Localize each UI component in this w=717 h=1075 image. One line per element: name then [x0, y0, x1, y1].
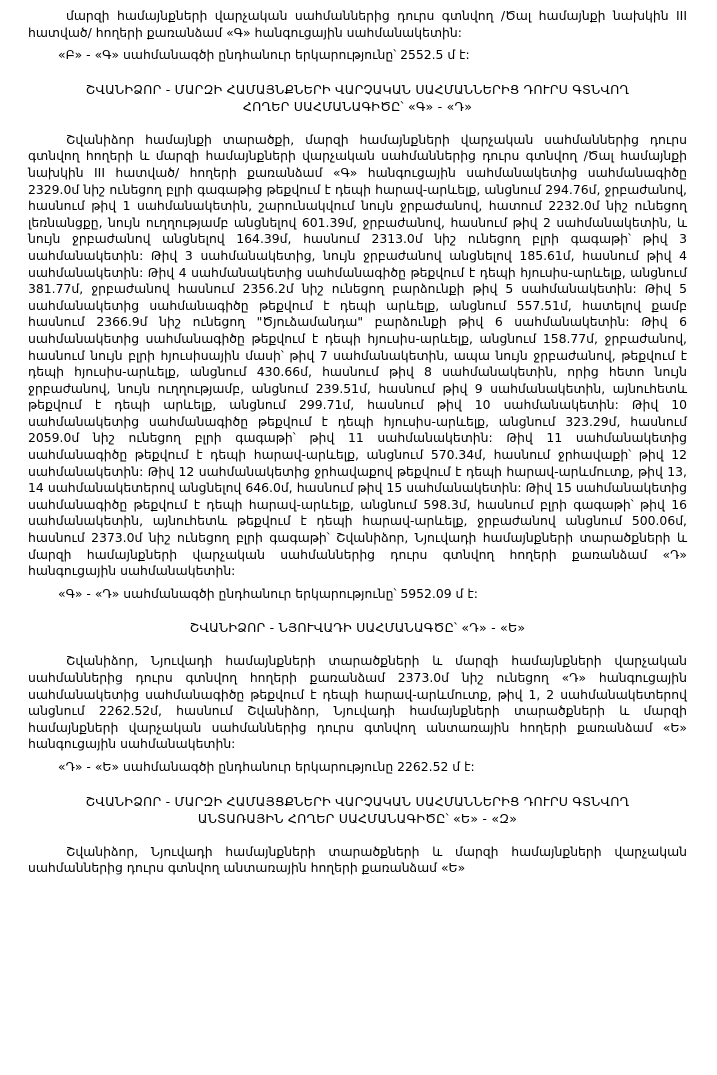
- section-heading-1-line-2: ՀՈՂԵՐ ՍԱՀՄԱՆԱԳԻԾԸ՝ «Գ» - «Դ»: [242, 98, 473, 114]
- paragraph-intro-quote: «Բ» - «Գ» սահմանագծի ընդհանուր երկարությունը՝ 2552.5 մ է:: [58, 47, 470, 63]
- section-heading-2-line-1: ՇՎԱՆԻՁՈՐ - ՆՅՈՒՎԱԴԻ ՍԱՀՄԱՆԱԳԾԸ՝ «Դ» - «Ե»: [189, 620, 526, 636]
- section-heading-3-line-2: ԱՆՏԱՌԱՅԻՆ ՀՈՂԵՐ ՍԱՀՄԱՆԱԳԻԾԸ՝ «Ե» - «Զ»: [197, 810, 518, 826]
- paragraph-section-3-body: Շվանիձոր, Նյուվադի համայնքների տարածքների և մարզի համայնքների վարչական սահմաններից դուրս գտնվող անտառային հողերի քառանձամ «Ե»: [28, 843, 687, 876]
- paragraph-intro: մարզի համայնքների վարչական սահմաններից դուրս գտնվող /Ծալ համայնքի նախկին III հատված/ հողերի քառանձամ «Գ» հանգուցային սահմանակետին:: [28, 8, 687, 40]
- paragraph-section-1-total: «Գ» - «Դ» սահմանագծի ընդհանուր երկարությունը՝ 5952.09 մ է:: [58, 585, 478, 601]
- paragraph-section-2-body: Շվանիձոր, Նյուվադի համայնքների տարածքների և մարզի համայնքների վարչական սահմաններից դուրս գտնվող հողերի քառանձամ 2373.0մ նիշ ունեցող «Դ» հանգուցային սահմանակետից սահմանագիծը թեքվում է դեպի հարավ-արևմուտք, թիվ 1, 2 սահմանակետերով անցնում 2262.52մ, հասնում Շվանիձոր, Նյուվադի համայնքների տարածքների և մարզի համայնքների վարչական սահմաններից դուրս գտնվող անտառային հողերի քառանձամ «Ե» հանգուցային սահմանակետին:: [28, 653, 687, 752]
- section-heading-3-line-1: ՇՎԱՆԻՁՈՐ - ՄԱՐԶԻ ՀԱՄԱՅՑՔՆԵՐԻ ՎԱՐՉԱԿԱՆ ՍԱՀՄԱՆՆԵՐԻՑ ԴՈՒՐՍ ԳՏՆՎՈՂ: [85, 793, 630, 809]
- paragraph-section-2-total: «Դ» - «Ե» սահմանագծի ընդհանուր երկարությունը 2262.52 մ է:: [58, 758, 475, 774]
- section-heading-1-line-1: ՇՎԱՆԻՁՈՐ - ՄԱՐԶԻ ՀԱՄԱՅՆՔՆԵՐԻ ՎԱՐՉԱԿԱՆ ՍԱՀՄԱՆՆԵՐԻՑ ԴՈՒՐՍ ԳՏՆՎՈՂ: [85, 81, 630, 97]
- paragraph-section-1-body: Շվանիձոր համայնքի տարածքի, մարզի համայնքների վարչական սահմաններից դուրս գտնվող հողերի և մարզի համայնքների վարչական սահմաններից դուրս գտնվող /Ծալ համայնքի նախկին III հատված/ հողերի քառանձամ «Գ» հանգուցային սահմանակետից սահմանագիծը 2329.0մ նիշ ունեցող բլրի գագաթից թեքվում է դեպի հարավ-արևելք, անցնում 294.76մ, ջրբաժանով, հասնում թիվ 1 սահմանակետին, շարունակվում նույն ջրբաժանով, հատում 2232.0մ նիշ ունեցող լեռնանցքը, նույն ուղղությամբ անցնելով 601.39մ, ջրբաժանով, հասնում թիվ 2 սահմանակետին, և նույն ջրբաժանով անցնելով 164.39մ, հասնում 2313.0մ նիշ ունեցող բլրի գագաթի՝ թիվ 3 սահմանակետին: Թիվ 3 սահմանակետից, նույն ջրբաժանով անցնելով 185.61մ, հասնում թիվ 4 սահմանակետին: Թիվ 4 սահմանակետից սահմանագիծը թեքվում է դեպի հյուսիս-արևելք, անցնում 381.77մ, ջրբաժանով հասնում 2356.2մ նիշ ունեցող բարձունքի թիվ 5 սահմանակետին: Թիվ 5 սահմանակետից սահմանագիծը թեքվում է դեպի արևելք, անցնում 557.51մ, հատելով քամբ հասնում 2366.9մ նիշ ունեցող "Ծյուձամանդա" բարձունքի թիվ 6 սահմանակետին: Թիվ 6 սահմանակետից սահմանագիծը թեքվում է դեպի հյուսիս-արևելք, անցնում 158.77մ, ջրբաժանով, հասնում նույն բլրի հյուսիսային մասի՝ թիվ 7 սահմանակետին, ապա նույն ջրբաժանով, թեքվում է դեպի հյուսիս-արևելք, անցնում 430.66մ, հասնում թիվ 8 սահմանակետին, որից հետո նույն ջրբաժանով, նույն ուղղությամբ, անցնում 239.51մ, հասնում թիվ 9 սահմանակետին, այնուհետև թեքվում է դեպի արևելք, անցնում 299.71մ, հասնում թիվ 10 սահմանակետին: Թիվ 10 սահմանակետից սահմանագիծը թեքվում է դեպի հյուսիս-արևելք, անցնում 323.29մ, հասնում 2059.0մ նիշ ունեցող բլրի գագաթի՝ թիվ 11 սահմանակետին: Թիվ 11 սահմանակետից սահմանագիծը թեքվում է դեպի հարավ-արևելք, անցնում 570.34մ, հասնում ջրհավաքի՝ թիվ 12 սահմանակետին: Թիվ 12 սահմանակետից ջրհավաքով թեքվում է դեպի հարավ-արևմուտք, թիվ 13, 14 սահմանակետերով անցնելով 646.0մ, հասնում թիվ 15 սահմանակետին: Թիվ 15 սահմանակետից սահմանագիծը թեքվում է դեպի հարավ-արևելք, անցնում 598.3մ, հասնում բլրի գագաթի՝ թիվ 16 սահմանակետին, այնուհետև թեքվում է դեպի հարավ-արևելք, ջրբաժանով անցնում 500.06մ, հասնում 2373.0մ նիշ ունեցող բլրի գագաթի՝ Շվանիձոր, Նյուվադի համայնքների տարածքների և մարզի համայնքների վարչական սահմաններից դուրս գտնվող հողերի քառանձամ «Դ» հանգուցային սահմանակետին:: [28, 131, 687, 579]
